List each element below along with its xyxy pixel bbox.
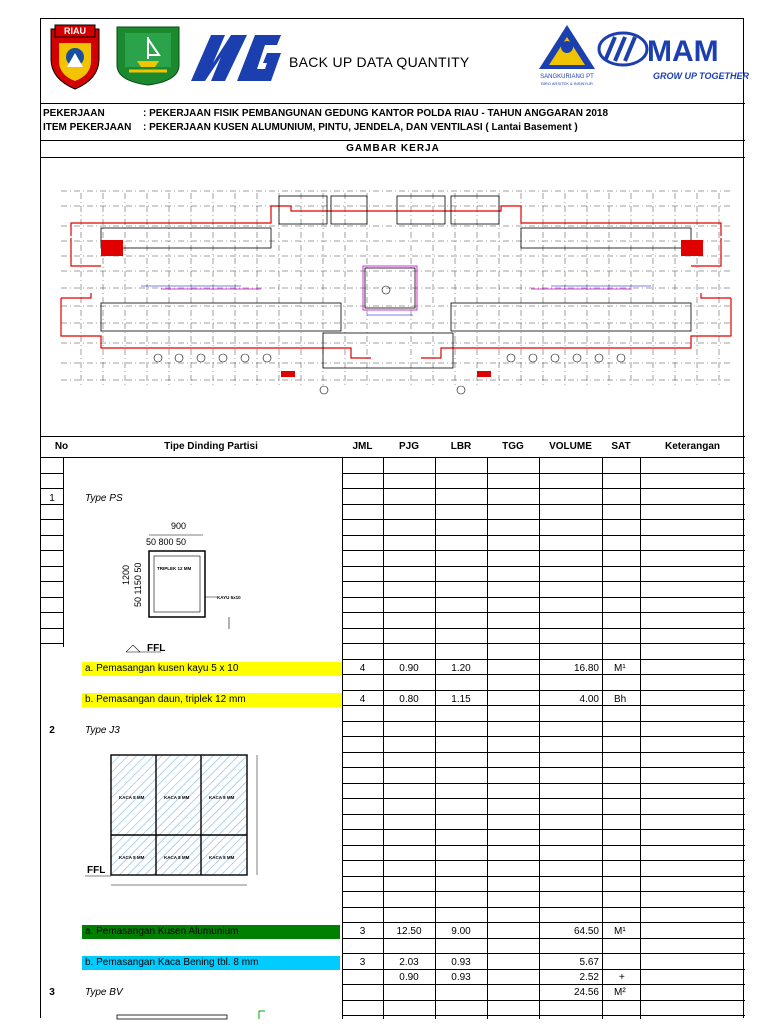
grid-row-line <box>342 504 745 505</box>
j3-row-a-jml: 3 <box>359 926 366 937</box>
grid-row-line <box>342 643 745 644</box>
sangkuriang-logo <box>531 23 603 87</box>
grid-row-line <box>342 845 745 846</box>
sangkuriang-sub: BIRO ARSITEK & INSINYUR <box>541 81 593 86</box>
item-no: 1 <box>49 493 55 504</box>
col-jml: JML <box>352 441 373 452</box>
j3-glass-label: KACA 8 MM <box>164 855 190 860</box>
grid-row-line <box>41 488 63 489</box>
j3-glass-label: KACA 8 MM <box>209 795 235 800</box>
j3-glass-label: KACA 8 MM <box>209 855 235 860</box>
grid-row-line <box>342 488 745 489</box>
grid-row-line <box>342 736 745 737</box>
header-band <box>41 19 750 104</box>
sangkuriang-name: SANGKURIANG PT <box>540 74 594 80</box>
grid-row-line <box>342 752 745 753</box>
j3-row-c-lbr: 0.93 <box>451 972 471 983</box>
ps-row-a-pjg: 0.90 <box>399 663 419 674</box>
floor-plan-drawing <box>41 158 745 436</box>
table-header <box>41 436 745 458</box>
project-info <box>41 104 745 141</box>
j3-glass-label: KACA 8 MM <box>119 795 145 800</box>
ps-ffl: FFL <box>147 643 166 654</box>
grid-row-line <box>342 473 745 474</box>
j3-row-a-sat: M¹ <box>614 926 626 937</box>
mg-logo <box>191 33 281 81</box>
item-pekerjaan-label: ITEM PEKERJAAN <box>43 122 132 133</box>
grid-row-line <box>342 690 745 691</box>
ps-label-kayu: KAYU 5x10 <box>217 595 241 600</box>
item-pekerjaan-row <box>43 122 578 133</box>
grid-row-line <box>342 457 745 458</box>
grid-row-line <box>342 612 745 613</box>
col-no: No <box>54 441 69 452</box>
j3-row-a-volume: 64.50 <box>573 926 599 937</box>
grid-row-line <box>342 907 745 908</box>
mam-tagline: GROW UP TOGETHER <box>653 71 750 81</box>
grid-row-line <box>342 597 745 598</box>
grid-row-line <box>342 659 745 660</box>
item-no: 2 <box>49 725 55 736</box>
grid-row-line <box>41 473 63 474</box>
j3-ffl: FFL <box>87 865 106 876</box>
j3-row-b-volume: 5.67 <box>579 957 599 968</box>
col-tgg: TGG <box>502 441 524 452</box>
col-keterangan: Keterangan <box>664 441 720 452</box>
grid-row-line <box>342 519 745 520</box>
grid-row-line <box>342 1015 745 1016</box>
grid-row-line <box>342 860 745 861</box>
grid-row-line <box>342 705 745 706</box>
type-bv-drawing <box>117 1009 277 1019</box>
j3-row-c-sat: + <box>619 972 625 983</box>
grid-row-line <box>342 938 745 939</box>
grid-row-line <box>342 1000 745 1001</box>
grid-row-line <box>342 876 745 877</box>
col-sat: SAT <box>611 441 631 452</box>
grid-row-line <box>41 535 63 536</box>
j3-row-c-pjg: 0.90 <box>399 972 419 983</box>
ps-row-b-desc: b. Pemasangan daun, triplek 12 mm <box>82 693 342 707</box>
grid-row-line <box>41 628 63 629</box>
quantity-table <box>41 457 745 1019</box>
ps-row-a-jml: 4 <box>359 663 366 674</box>
ps-row-b-jml: 4 <box>359 694 366 705</box>
pekerjaan-label: PEKERJAAN <box>43 108 105 119</box>
riau-logo-text: RIAU <box>64 26 86 36</box>
item-no: 3 <box>49 987 55 998</box>
section-title: GAMBAR KERJA <box>41 141 745 158</box>
grid-row-line <box>41 457 63 458</box>
item-type: Type PS <box>85 493 123 504</box>
j3-row-b-jml: 3 <box>359 957 366 968</box>
grid-row-line <box>342 550 745 551</box>
grid-row-line <box>342 674 745 675</box>
document-title: BACK UP DATA QUANTITY <box>289 54 470 70</box>
j3-row-d-volume: 24.56 <box>573 987 599 998</box>
ps-row-b-sat: Bh <box>614 694 627 705</box>
grid-row-line <box>41 597 63 598</box>
grid-row-line <box>342 767 745 768</box>
j3-row-b-lbr: 0.93 <box>451 957 471 968</box>
ps-label-triplek: TRIPLEK 12 MM <box>157 566 192 571</box>
j3-row-b-desc: b. Pemasangan Kaca Bening tbl. 8 mm <box>82 956 340 970</box>
grid-row-line <box>342 581 745 582</box>
ps-row-a-lbr: 1.20 <box>451 663 471 674</box>
j3-glass-label: KACA 8 MM <box>119 855 145 860</box>
col-volume: VOLUME <box>549 441 592 452</box>
grid-row-line <box>342 721 745 722</box>
ps-dim-sub: 50 800 50 <box>146 537 187 547</box>
grid-row-line <box>41 566 63 567</box>
j3-row-c-volume: 2.52 <box>579 972 599 983</box>
ps-dim-side2: 50 1150 50 <box>133 562 143 607</box>
grid-row-line <box>41 550 63 551</box>
grid-row-line <box>41 519 63 520</box>
grid-row-line <box>342 984 745 985</box>
j3-glass-label: KACA 8 MM <box>164 795 190 800</box>
grid-row-line <box>41 504 63 505</box>
grid-row-line <box>41 643 63 644</box>
grid-row-line <box>342 922 745 923</box>
j3-row-d-sat: M² <box>614 987 626 998</box>
item-pekerjaan-value: : PEKERJAAN KUSEN ALUMUNIUM, PINTU, JENDELA, DAN VENTILASI ( Lantai Basement ) <box>143 122 578 133</box>
item-type: Type J3 <box>85 725 120 736</box>
ps-row-a-desc: a. Pemasangan kusen kayu 5 x 10 <box>82 662 342 676</box>
police-riau-logo <box>49 23 101 91</box>
j3-row-b-pjg: 2.03 <box>399 957 419 968</box>
document-sheet <box>40 18 750 1018</box>
pekerjaan-value: : PEKERJAAN FISIK PEMBANGUNAN GEDUNG KANTOR POLDA RIAU - TAHUN ANGGARAN 2018 <box>143 108 609 119</box>
col-lbr: LBR <box>450 441 472 452</box>
mam-name: MAM <box>647 35 719 68</box>
grid-row-line <box>41 581 63 582</box>
grid-row-line <box>342 969 745 970</box>
grid-row-line <box>342 566 745 567</box>
j3-row-a-desc: a. Pemasangan Kusen Alumunium <box>82 925 340 939</box>
pekerjaan-row <box>43 108 608 119</box>
ps-row-b-lbr: 1.15 <box>451 694 471 705</box>
item-type: Type BV <box>85 987 123 998</box>
ps-row-a-sat: M¹ <box>614 663 626 674</box>
grid-row-line <box>342 535 745 536</box>
grid-row-line <box>342 814 745 815</box>
ps-row-b-volume: 4.00 <box>579 694 599 705</box>
grid-row-line <box>342 798 745 799</box>
grid-row-line <box>342 891 745 892</box>
col-tipe: Tipe Dinding Partisi <box>164 441 258 452</box>
ps-dim-top: 900 <box>171 521 187 531</box>
mam-logo <box>597 29 750 85</box>
ps-dim-side1: 1200 <box>121 564 131 585</box>
ps-row-b-pjg: 0.80 <box>399 694 419 705</box>
j3-row-a-lbr: 9.00 <box>451 926 471 937</box>
col-pjg: PJG <box>398 441 419 452</box>
grid-row-line <box>342 783 745 784</box>
grid-row-line <box>342 953 745 954</box>
type-j3-drawing <box>85 739 275 889</box>
grid-row-line <box>342 829 745 830</box>
grid-row-line <box>342 628 745 629</box>
type-ps-drawing <box>121 517 261 657</box>
grid-row-line <box>41 612 63 613</box>
provinsi-riau-logo <box>115 25 181 87</box>
ps-row-a-volume: 16.80 <box>573 663 599 674</box>
j3-row-a-pjg: 12.50 <box>396 926 422 937</box>
